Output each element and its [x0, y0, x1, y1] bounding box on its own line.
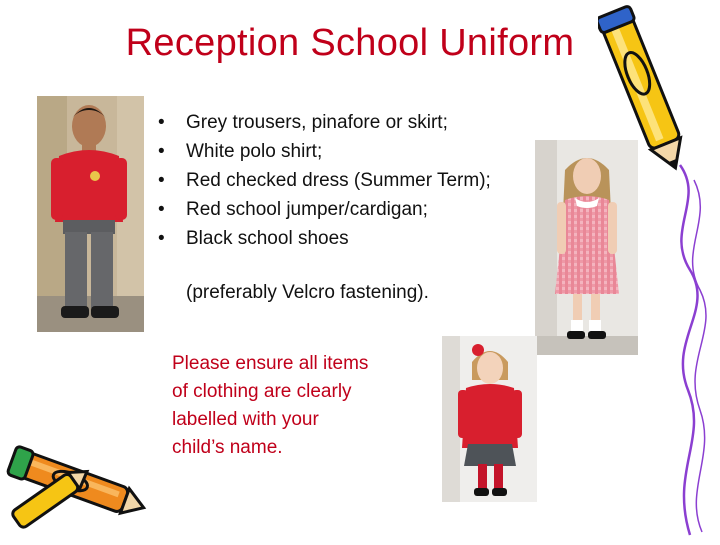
labelling-note [172, 350, 412, 462]
pencils-clipart [0, 432, 150, 532]
bullet-icon: • [158, 170, 165, 191]
note-line: child’s name. [172, 437, 283, 458]
bullet-icon: • [158, 199, 165, 220]
note-line: labelled with your [172, 409, 319, 430]
list-item [158, 195, 538, 224]
list-item [158, 137, 538, 166]
bullet-icon: • [158, 141, 165, 162]
girl-in-winter-uniform-photo [442, 336, 537, 502]
list-item-text: Red checked dress (Summer Term); [186, 170, 491, 191]
list-item-text: Black school shoes [186, 228, 349, 249]
list-item-continuation: (preferably Velcro fastening). [186, 282, 429, 303]
uniform-list [158, 108, 538, 253]
list-item-text: Grey trousers, pinafore or skirt; [186, 112, 448, 133]
list-item-text: Red school jumper/cardigan; [186, 199, 428, 220]
bullet-icon: • [158, 112, 165, 133]
list-item [158, 224, 538, 253]
decorative-swirl [660, 160, 720, 540]
list-item [158, 166, 538, 195]
boy-in-uniform-photo [37, 96, 144, 332]
pencil-clipart [598, 2, 690, 177]
slide-title: Reception School Uniform [125, 22, 575, 64]
list-item [158, 108, 538, 137]
list-item-text: White polo shirt; [186, 141, 323, 162]
bullet-icon: • [158, 228, 165, 249]
note-line: Please ensure all items [172, 353, 369, 374]
note-line: of clothing are clearly [172, 381, 352, 402]
